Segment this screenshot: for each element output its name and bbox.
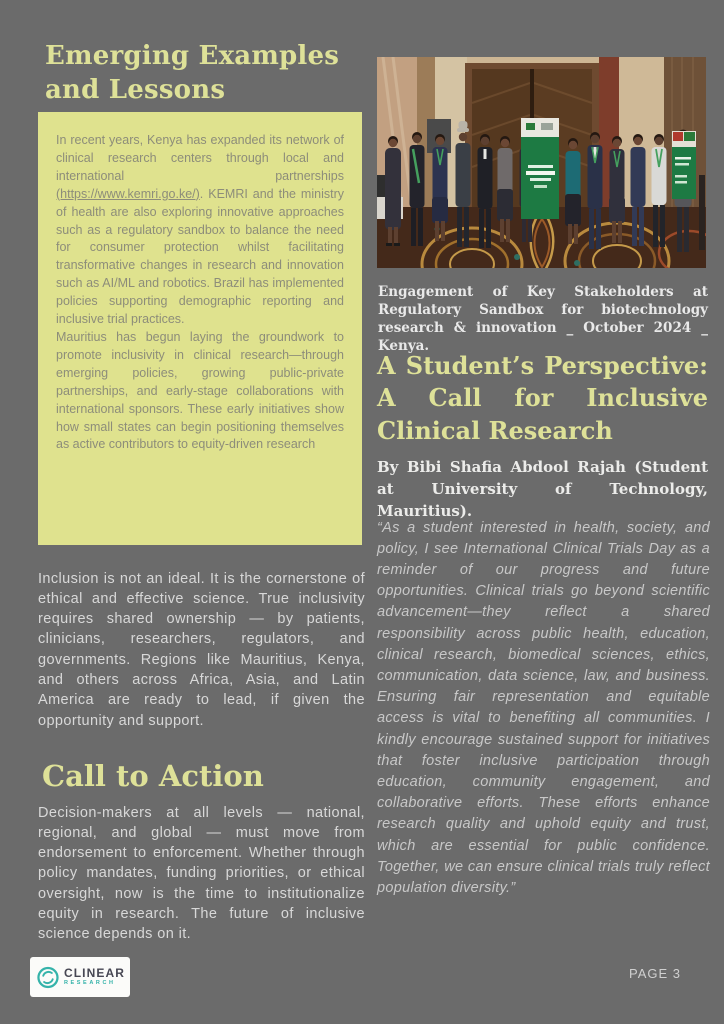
event-banner	[521, 118, 559, 219]
call-to-action-paragraph: Decision-makers at all levels — national, regional, and global — must move from endorsement to enforcement. Whether through policy mandates, funding priorities, or ethical oversight, now is the time to institutionalize equity in research. The future of inclusive science depends on it.	[38, 804, 365, 943]
highlight-box	[38, 112, 362, 545]
event-photo	[377, 57, 706, 268]
article-heading: A Student’s Perspective: A Call for Inclusive Clinical Research	[377, 350, 708, 445]
student-quote: “As a student interested in health, society, and policy, I see International Clinical Trials Day as a reminder of our progress and future opportunities. Clinical trials go beyond scientific advancement—they reflect a shared responsibility across public health, education, clinical research, biomedical sciences, ethics, communication, data science, law, and business. Ensuring fair representation and equitable access is vital to benefiting all communities. I kindly encourage sustained support for initiatives that foster inclusive participation through education, community engagement, and collaborative efforts. These efforts enhance research quality and uphold equity and trust, which are essential for public confidence. Together, we can ensure clinical trials truly reflect population diversity.”	[377, 519, 710, 896]
article-byline: By Bibi Shafia Abdool Rajah (Student at University of Technology, Mauritius).	[377, 458, 708, 520]
event-photo-illustration	[377, 57, 706, 268]
photo-caption: Engagement of Key Stakeholders at Regulatory Sandbox for biotechnology research & innovation _ October 2024 _ Kenya.	[378, 283, 708, 354]
kemri-link[interactable]: (https://www.kemri.go.ke/)	[56, 186, 200, 201]
page-title: Emerging Examples and Lessons	[45, 41, 340, 106]
clinear-logo-icon	[35, 963, 61, 992]
box-paragraph-1	[56, 132, 344, 329]
inclusion-paragraph: Inclusion is not an ideal. It is the cornerstone of ethical and effective science. True inclusivity requires shared ownership — by patients, clinicians, researchers, regulators, and governments. Regions like Mauritius, Kenya, and others across Africa, Asia, and Latin America are ready to lead, if given the opportunity and support.	[38, 570, 365, 729]
clinear-logo-text	[64, 967, 125, 987]
clinear-logo	[30, 957, 130, 997]
logo-name: CLINEAR	[63, 966, 125, 980]
box-paragraph-1-text: In recent years, Kenya has expanded its network of clinical research centers through local and international partnerships	[56, 133, 344, 183]
box-paragraph-1-cont: . KEMRI and the ministry of health are also exploring innovative approaches such as a regulatory sandbox to balance the need for consumer protection whilst facilitating transformative changes in research and innovation such as AI/ML and robotics. Brazil has implemented policies supporting demographic reporting and inclusive trial practices.	[56, 186, 344, 327]
logo-subtext: RESEARCH	[63, 980, 116, 986]
box-paragraph-2: Mauritius has begun laying the groundwork to promote inclusivity in clinical research—through emerging policies, growing public-private partnerships, and early-stage collaborations with international sponsors. These early initiatives show how small states can begin positioning themselves as active contributors to equity-driven research	[56, 329, 344, 452]
call-to-action-heading: Call to Action	[42, 759, 264, 794]
page-number: PAGE 3	[629, 966, 682, 981]
